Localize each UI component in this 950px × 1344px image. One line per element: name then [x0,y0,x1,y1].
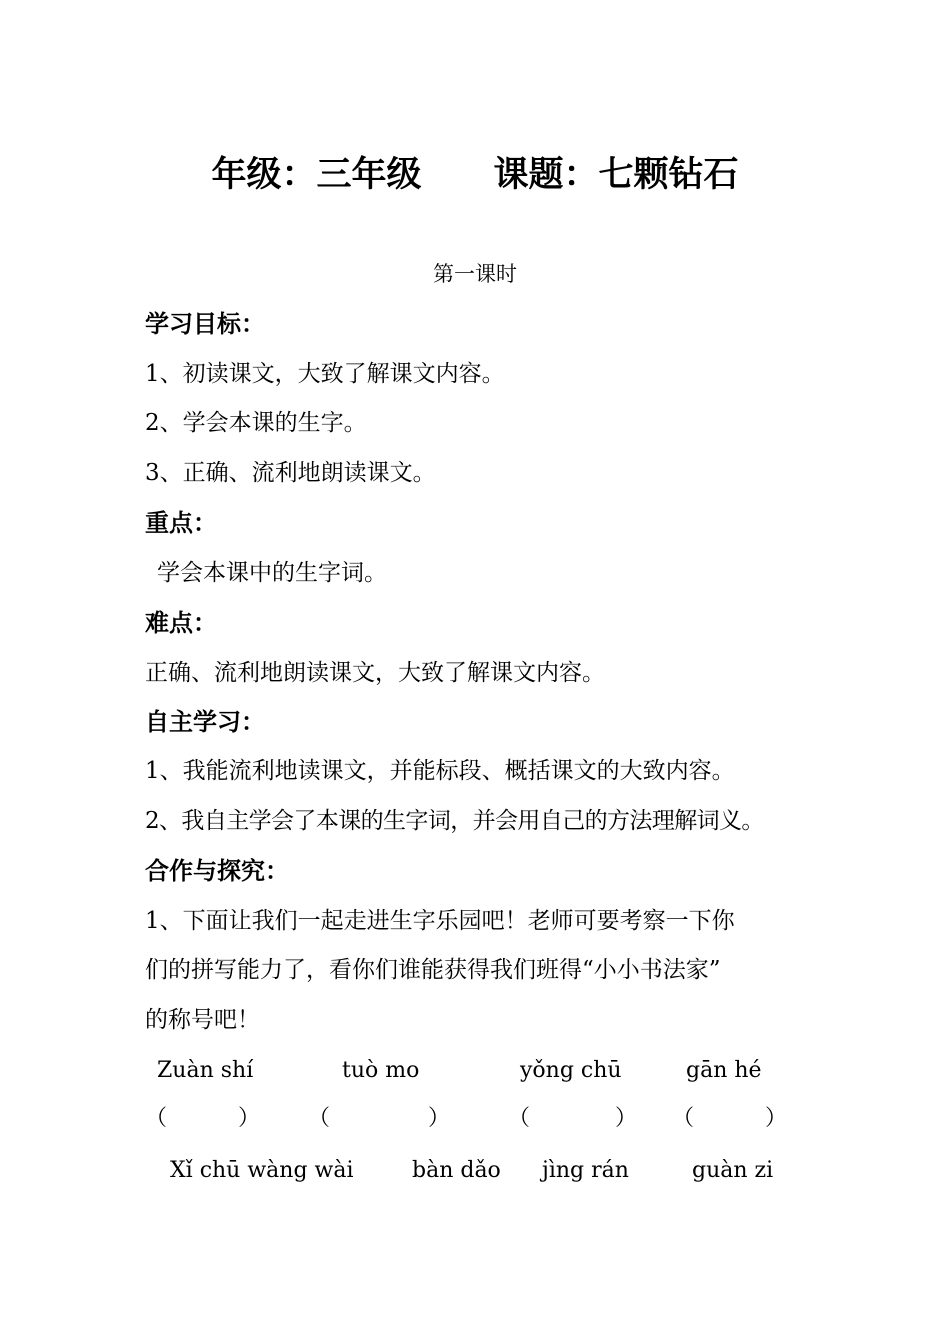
objective-item: 1、初读课文，大致了解课文内容。 [145,361,505,387]
pinyin-word: bàn dǎo [412,1158,501,1183]
answer-blank-close: ） [765,1106,788,1131]
page-title [0,150,950,200]
self-study-heading: 自主学习： [145,708,265,736]
cooperation-paragraph-line: 们的拼写能力了，看你们谁能获得我们班得“小小书法家” [145,957,721,983]
answer-blank-open: （ [145,1106,168,1131]
answer-blank-close: ） [615,1106,638,1131]
objectives-heading: 学习目标： [145,310,265,338]
self-study-item: 2、我自主学会了本课的生字词，并会用自己的方法理解词义。 [145,808,764,834]
objective-item: 3、正确、流利地朗读课文。 [145,460,436,486]
pinyin-word: guàn zi [692,1158,774,1183]
objective-item: 2、学会本课的生字。 [145,410,367,436]
topic-label: 课题：七颗钻石 [493,155,739,195]
answer-blank-open: （ [308,1106,331,1131]
answer-blank-open: （ [508,1106,531,1131]
cooperation-paragraph-line: 1、下面让我们一起走进生字乐园吧！老师可要考察一下你 [145,908,735,934]
answer-blank-open: （ [672,1106,695,1131]
cooperation-paragraph-line: 的称号吧！ [145,1007,260,1033]
pinyin-word: yǒng chū [520,1058,622,1083]
grade-label: 年级：三年级 [211,155,422,195]
pinyin-word: Xǐ chū wàng wài [170,1158,354,1183]
pinyin-word: jìng rán [542,1158,629,1183]
lesson-label: 第一课时 [433,262,517,286]
difficulty-text: 正确、流利地朗读课文，大致了解课文内容。 [145,660,605,686]
pinyin-word: tuò mo [342,1058,420,1083]
pinyin-word: Zuàn shí [157,1058,254,1083]
self-study-item: 1、我能流利地读课文，并能标段、概括课文的大致内容。 [145,758,735,784]
answer-blank-close: ） [238,1106,261,1131]
difficulty-heading: 难点： [145,609,217,637]
answer-blank-close: ） [428,1106,451,1131]
pinyin-word: gān hé [686,1058,762,1083]
key-point-heading: 重点： [145,509,217,537]
key-point-text: 学会本课中的生字词。 [157,560,387,586]
cooperation-heading: 合作与探究： [145,857,289,885]
